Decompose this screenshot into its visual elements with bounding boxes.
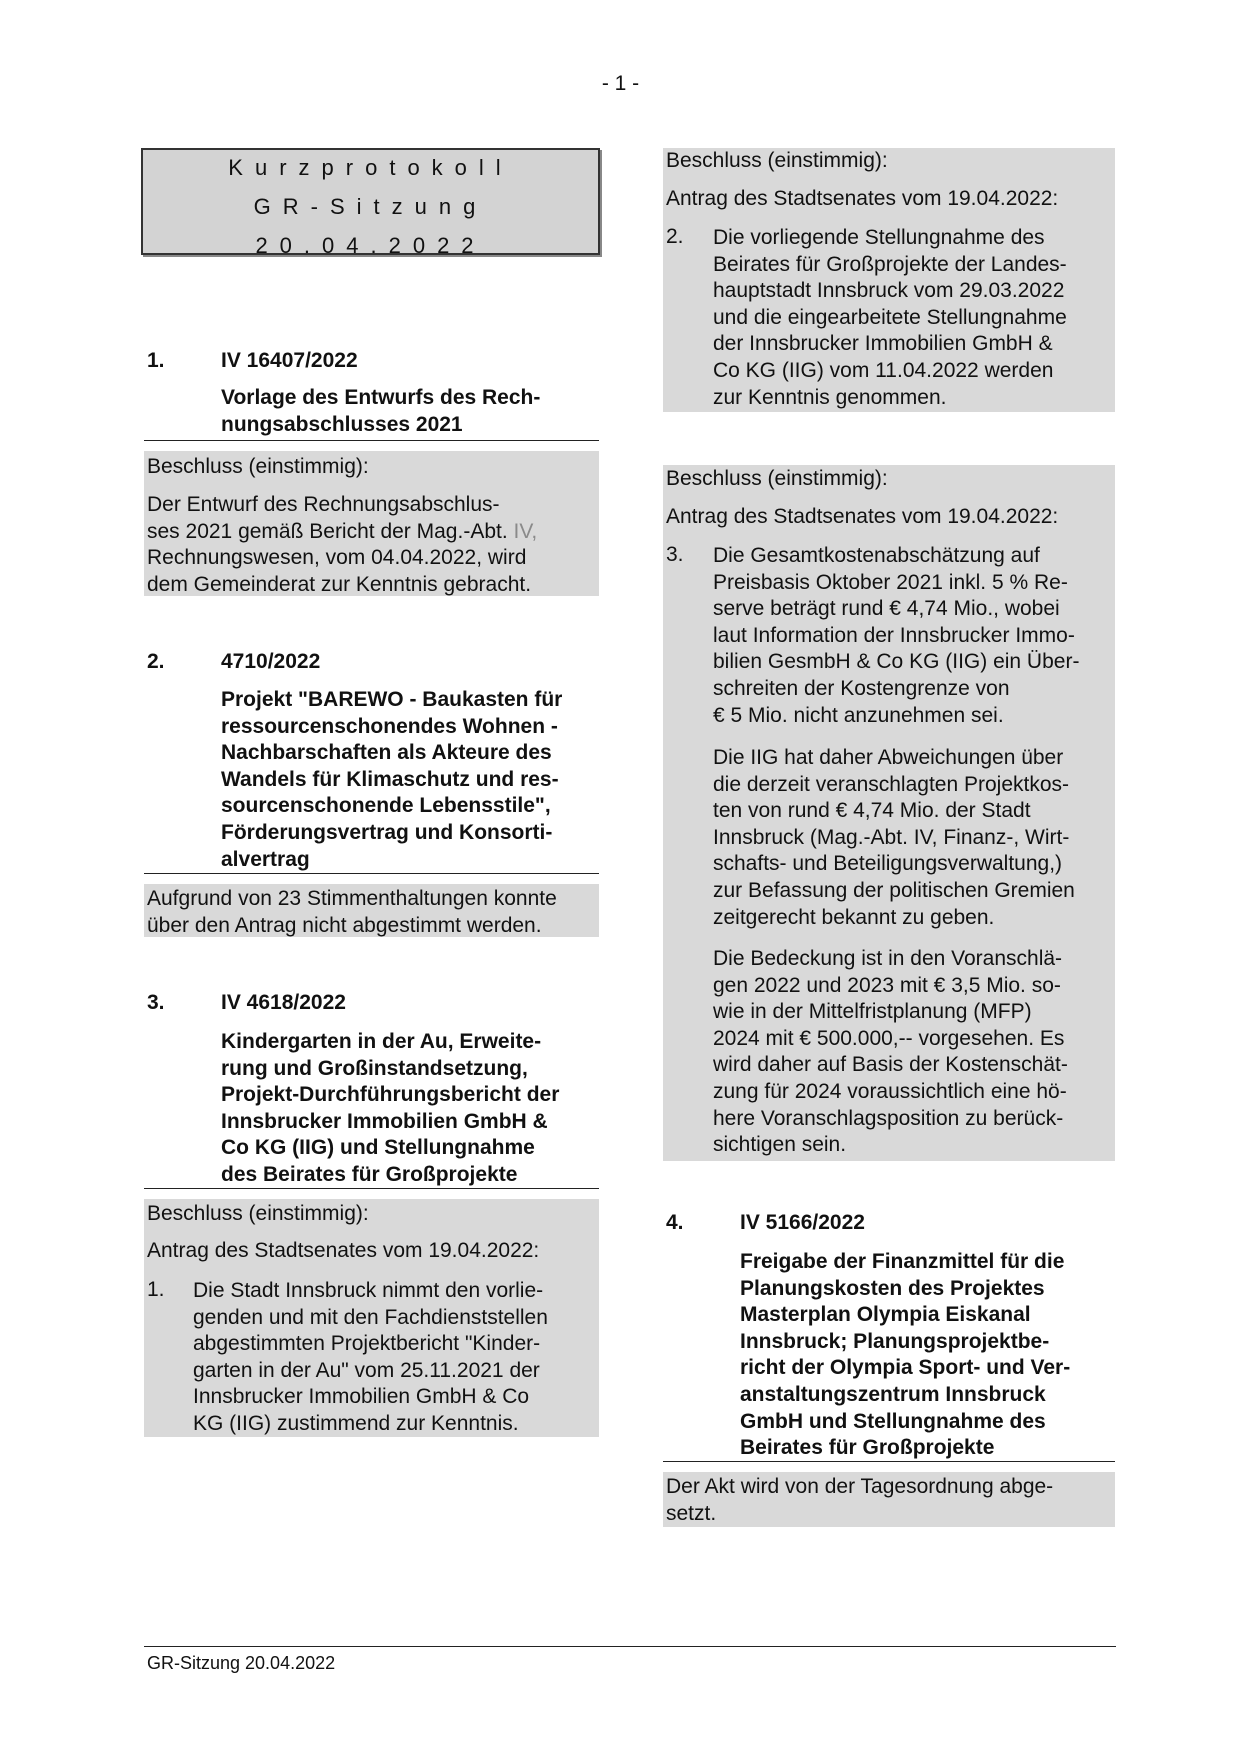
- item-line: gen 2022 und 2023 mit € 3,5 Mio. so-: [713, 973, 1061, 997]
- item-line: Die Bedeckung ist in den Voranschlä-: [713, 947, 1063, 970]
- item-line: Die vorliegende Stellungnahme des: [713, 226, 1045, 249]
- item-line: laut Information der Innsbrucker Immo-: [713, 623, 1075, 647]
- section-4-body: [666, 1474, 1053, 1527]
- item-line: Preisbasis Oktober 2021 inkl. 5 % Re-: [713, 570, 1068, 594]
- item-line: zung für 2024 voraussichtlich eine hö-: [713, 1079, 1067, 1103]
- title-box: [141, 148, 600, 258]
- section-1-subject: [221, 385, 540, 438]
- item-line: die derzeit veranschlagten Projektkos-: [713, 772, 1070, 796]
- section-2-body: [147, 886, 557, 939]
- subject-line: Vorlage des Entwurfs des Rech-: [221, 386, 541, 409]
- item-line: wie in der Mittelfristplanung (MFP): [713, 1000, 1032, 1024]
- item-line: Innsbrucker Immobilien GmbH & Co: [193, 1385, 530, 1409]
- item-line: der Innsbrucker Immobilien GmbH &: [713, 332, 1053, 356]
- subject-line: Nachbarschaften als Akteure des: [221, 741, 552, 765]
- section-3-subject: [221, 1029, 559, 1189]
- item-line: Innsbruck (Mag.-Abt. IV, Finanz-, Wirt-: [713, 825, 1070, 849]
- item-line: zeitgerecht bekannt zu geben.: [713, 905, 995, 929]
- body-line: Rechnungswesen, vom 04.04.2022, wird: [147, 546, 527, 570]
- item-line: Co KG (IIG) vom 11.04.2022 werden: [713, 358, 1054, 382]
- item-line: ten von rund € 4,74 Mio. der Stadt: [713, 799, 1031, 823]
- item-3-number: 3.: [666, 543, 684, 566]
- section-4-code: IV 5166/2022: [740, 1211, 865, 1234]
- highlight-text: IV,: [513, 519, 538, 543]
- item-line: serve beträgt rund € 4,74 Mio., wobei: [713, 597, 1060, 621]
- subject-line: Kindergarten in der Au, Erweite-: [221, 1030, 542, 1053]
- section-3-motion-3: Antrag des Stadtsenates vom 19.04.2022:: [666, 505, 1059, 528]
- subject-line: Co KG (IIG) und Stellungnahme: [221, 1136, 535, 1160]
- section-1-number: 1.: [147, 349, 165, 372]
- body-line: über den Antrag nicht abgestimmt werden.: [147, 913, 542, 937]
- body-line: ses 2021 gemäß Bericht der Mag.-Abt. IV,: [147, 519, 538, 543]
- subject-line: des Beirates für Großprojekte: [221, 1162, 518, 1186]
- item-line: sichtigen sein.: [713, 1133, 847, 1157]
- subject-line: GmbH und Stellungnahme des: [740, 1409, 1046, 1433]
- body-line: Der Entwurf des Rechnungsabschlus-: [147, 493, 500, 516]
- item-line: KG (IIG) zustimmend zur Kenntnis.: [193, 1411, 519, 1435]
- section-3-code: IV 4618/2022: [221, 991, 346, 1014]
- item-line: € 5 Mio. nicht anzunehmen sei.: [713, 703, 1004, 727]
- subject-line: Projekt "BAREWO - Baukasten für: [221, 688, 563, 711]
- item-3-text-c: [713, 946, 1068, 1159]
- subject-line: richt der Olympia Sport- und Ver-: [740, 1356, 1071, 1380]
- item-1-number: 1.: [147, 1278, 165, 1301]
- title-line-2: GR-Sitzung: [253, 194, 488, 219]
- section-4-rule: [663, 1461, 1115, 1462]
- subject-line: rung und Großinstandsetzung,: [221, 1056, 528, 1080]
- section-4-number: 4.: [666, 1211, 684, 1234]
- subject-line: Beirates für Großprojekte: [740, 1436, 995, 1460]
- subject-line: Masterplan Olympia Eiskanal: [740, 1303, 1031, 1327]
- item-3-text-b: [713, 745, 1075, 931]
- section-1-body: [147, 492, 537, 598]
- section-3-motion-2: Antrag des Stadtsenates vom 19.04.2022:: [666, 187, 1059, 210]
- section-3-decision-2: Beschluss (einstimmig):: [666, 149, 888, 172]
- section-2-number: 2.: [147, 650, 165, 673]
- section-2-code: 4710/2022: [221, 650, 321, 673]
- section-3-rule: [144, 1188, 599, 1189]
- subject-line: Innsbruck; Planungsprojektbe-: [740, 1329, 1050, 1353]
- item-3-text-a: [713, 543, 1079, 729]
- item-line: bilien GesmbH & Co KG (IIG) ein Über-: [713, 650, 1080, 674]
- subject-line: ressourcenschonendes Wohnen -: [221, 714, 558, 738]
- page-number: - 1 -: [601, 72, 640, 95]
- section-1-decision: Beschluss (einstimmig):: [147, 455, 369, 478]
- item-line: wird daher auf Basis der Kostenschät-: [713, 1053, 1068, 1077]
- subject-line: anstaltungszentrum Innsbruck: [740, 1382, 1046, 1406]
- item-line: Die IIG hat daher Abweichungen über: [713, 746, 1064, 769]
- item-line: zur Befassung der politischen Gremien: [713, 878, 1075, 902]
- item-line: Beirates für Großprojekte der Landes-: [713, 252, 1067, 276]
- subject-line: alvertrag: [221, 847, 310, 871]
- section-2-subject: [221, 687, 562, 873]
- item-line: zur Kenntnis genommen.: [713, 385, 947, 409]
- section-3-decision-1: Beschluss (einstimmig):: [147, 1202, 369, 1225]
- item-line: here Voranschlagsposition zu berück-: [713, 1106, 1064, 1130]
- subject-line: Freigabe der Finanzmittel für die: [740, 1250, 1065, 1273]
- body-line: setzt.: [666, 1501, 717, 1525]
- section-1-rule: [144, 440, 599, 441]
- subject-line: Projekt-Durchführungsbericht der: [221, 1083, 560, 1107]
- subject-line: nungsabschlusses 2021: [221, 412, 463, 436]
- body-line: Der Akt wird von der Tagesordnung abge-: [666, 1475, 1054, 1498]
- item-2-number: 2.: [666, 225, 684, 248]
- item-2-text: [713, 225, 1067, 411]
- subject-line: Planungskosten des Projektes: [740, 1276, 1045, 1300]
- item-line: Die Stadt Innsbruck nimmt den vorlie-: [193, 1279, 544, 1302]
- item-line: hauptstadt Innsbruck vom 29.03.2022: [713, 279, 1065, 303]
- section-3-number: 3.: [147, 991, 165, 1014]
- title-line-3: 20.04.2022: [255, 233, 486, 258]
- section-2-rule: [144, 873, 599, 874]
- footer-text: GR-Sitzung 20.04.2022: [147, 1653, 336, 1673]
- section-1-code: IV 16407/2022: [221, 349, 358, 372]
- title-line-1: Kurzprotokoll: [228, 155, 513, 180]
- section-3-motion-1: Antrag des Stadtsenates vom 19.04.2022:: [147, 1239, 540, 1262]
- subject-line: sourcenschonende Lebensstile",: [221, 794, 551, 818]
- section-4-subject: [740, 1249, 1070, 1462]
- item-line: genden und mit den Fachdienststellen: [193, 1305, 548, 1329]
- subject-line: Wandels für Klimaschutz und res-: [221, 767, 559, 791]
- item-1-text: [193, 1278, 548, 1438]
- footer-rule: [144, 1646, 1116, 1647]
- item-line: abgestimmten Projektbericht "Kinder-: [193, 1332, 541, 1356]
- item-line: und die eingearbeitete Stellungnahme: [713, 305, 1067, 329]
- body-line: dem Gemeinderat zur Kenntnis gebracht.: [147, 572, 532, 596]
- item-line: Die Gesamtkostenabschätzung auf: [713, 544, 1040, 567]
- subject-line: Innsbrucker Immobilien GmbH &: [221, 1109, 548, 1133]
- item-line: schafts- und Beteiligungsverwaltung,): [713, 852, 1063, 876]
- item-line: schreiten der Kostengrenze von: [713, 676, 1010, 700]
- section-3-decision-3: Beschluss (einstimmig):: [666, 467, 888, 490]
- body-line: Aufgrund von 23 Stimmenthaltungen konnte: [147, 887, 557, 910]
- item-line: garten in der Au" vom 25.11.2021 der: [193, 1358, 540, 1382]
- item-line: 2024 mit € 500.000,-- vorgesehen. Es: [713, 1026, 1065, 1050]
- subject-line: Förderungsvertrag und Konsorti-: [221, 820, 553, 844]
